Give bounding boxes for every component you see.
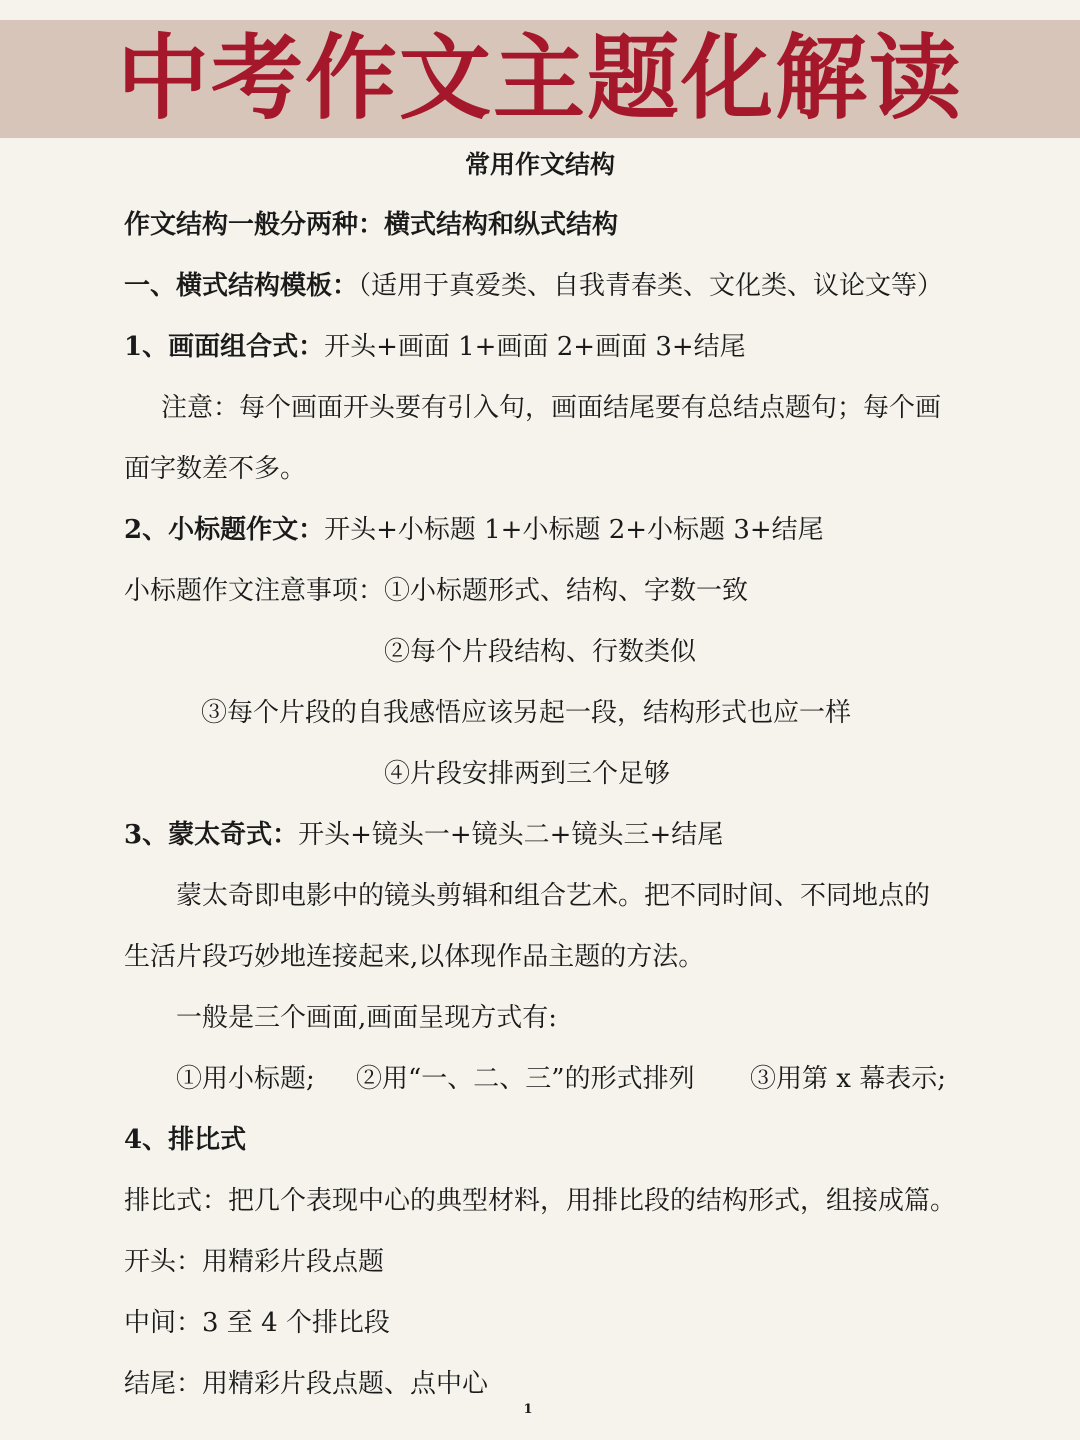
item2-note-a: ①小标题形式、结构、字数一致 — [384, 576, 749, 606]
item3-line — [124, 817, 723, 853]
item1-note-line2: 面字数差不多。 — [124, 454, 307, 484]
item2-notes-prefix: 小标题作文注意事项： — [124, 576, 385, 606]
item2-formula: 开头+小标题 1+小标题 2+小标题 3+结尾 — [324, 515, 824, 545]
item2-note-d: ④片段安排两到三个足够 — [384, 759, 671, 789]
item4-label: 4、排比式 — [124, 1125, 247, 1155]
item1-line — [124, 329, 746, 365]
item3-ways-intro: 一般是三个画面,画面呈现方式有: — [176, 1003, 558, 1033]
item4-middle: 中间：3 至 4 个排比段 — [124, 1308, 390, 1338]
item3-formula: 开头+镜头一+镜头二+镜头三+结尾 — [298, 820, 724, 850]
item1-formula: 开头+画面 1+画面 2+画面 3+结尾 — [324, 332, 746, 362]
section1-heading: 一、横式结构模板： — [124, 271, 359, 301]
item2-label: 2、小标题作文： — [124, 515, 325, 545]
item4-definition: 排比式：把几个表现中心的典型材料，用排比段的结构形式，组接成篇。 — [124, 1186, 957, 1216]
item4-opening: 开头：用精彩片段点题 — [124, 1247, 385, 1277]
item3-desc-line2: 生活片段巧妙地连接起来,以体现作品主题的方法。 — [124, 942, 705, 972]
intro-line: 作文结构一般分两种：横式结构和纵式结构 — [124, 210, 619, 240]
page-number: 1 — [523, 1402, 533, 1417]
item3-way-b: ②用“一、二、三”的形式排列 — [356, 1064, 695, 1094]
section-subtitle: 常用作文结构 — [464, 150, 615, 179]
item3-label: 3、蒙太奇式： — [124, 820, 299, 850]
item1-note-line1: 注意：每个画面开头要有引入句，画面结尾要有总结点题句；每个画 — [161, 393, 942, 423]
item3-way-c: ③用第 x 幕表示; — [750, 1064, 946, 1094]
section1-line — [124, 268, 943, 304]
page-title: 中考作文主题化解读 — [116, 25, 963, 132]
section1-note: （适用于真爱类、自我青春类、文化类、议论文等） — [358, 271, 944, 301]
item2-line — [124, 512, 824, 548]
item3-desc-line1: 蒙太奇即电影中的镜头剪辑和组合艺术。把不同时间、不同地点的 — [176, 881, 931, 911]
item3-way-a: ①用小标题; — [176, 1064, 315, 1094]
item2-note-b: ②每个片段结构、行数类似 — [384, 637, 697, 667]
item1-label: 1、画面组合式： — [124, 332, 325, 362]
title-banner — [0, 20, 1080, 138]
item4-ending: 结尾：用精彩片段点题、点中心 — [124, 1369, 489, 1399]
item2-note-c: ③每个片段的自我感悟应该另起一段，结构形式也应一样 — [201, 698, 852, 728]
item2-notes-line — [124, 573, 748, 609]
